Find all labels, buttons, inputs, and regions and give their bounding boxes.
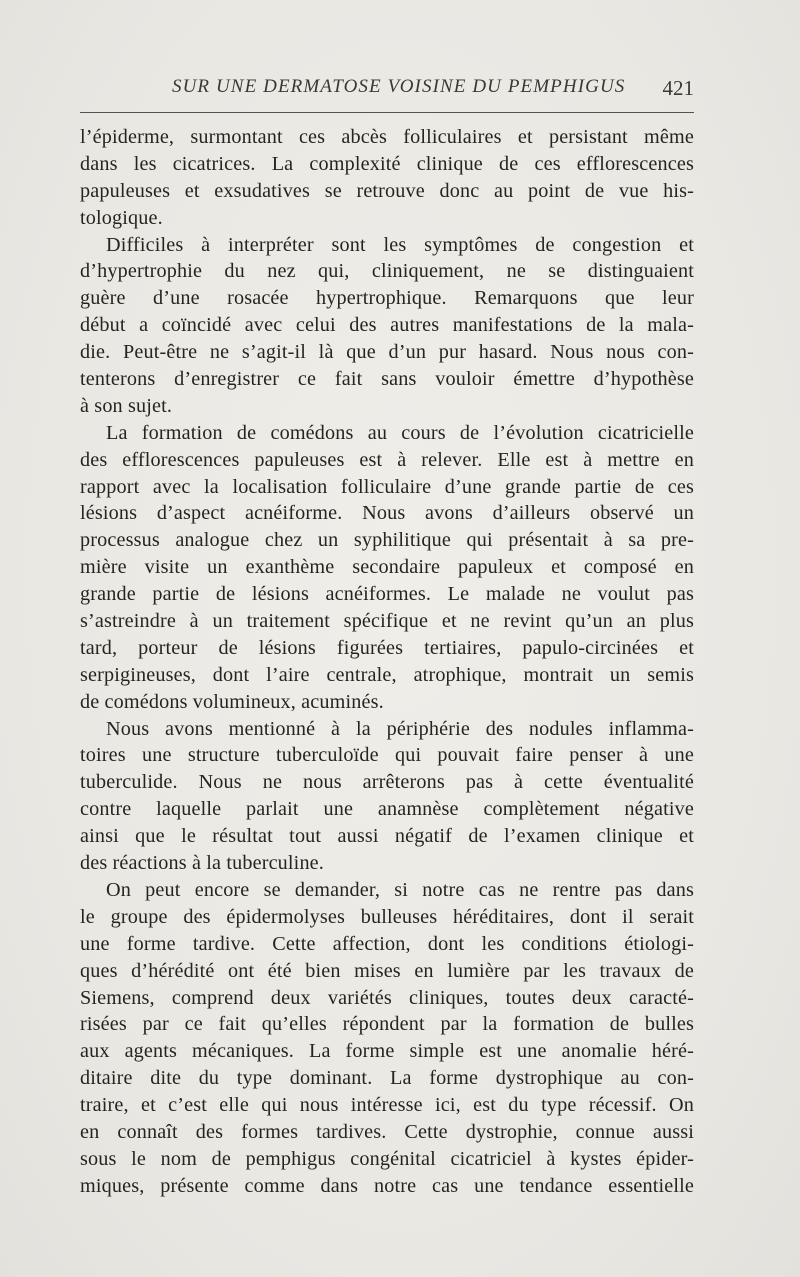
running-head [80,76,694,102]
text-line: le groupe des épidermolyses bulleuses héréditaires, dont il serait [80,905,694,928]
text-line: die. Peut-être ne s’agit-il là que d’un pur hasard. Nous nous con- [80,341,694,364]
text-line: Siemens, comprend deux variétés cliniques, toutes deux caracté- [80,986,694,1009]
header-rule [80,112,694,113]
text-line: mière visite un exanthème secondaire papuleux et composé en [80,556,694,579]
text-line: dans les cicatrices. La complexité clinique de ces efflorescences [80,152,694,175]
text-line: tenterons d’enregistrer ce fait sans vouloir émettre d’hypothèse [80,368,694,391]
text-line: de comédons volumineux, acuminés. [80,690,384,713]
text-line: en connaît des formes tardives. Cette dystrophie, connue aussi [80,1120,694,1143]
paragraph-first-line: Difficiles à interpréter sont les symptômes de congestion et [106,233,694,256]
text-line: des efflorescences papuleuses est à relever. Elle est à mettre en [80,448,694,471]
text-line: processus analogue chez un syphilitique qui présentait à sa pre- [80,529,694,552]
text-line: miques, présente comme dans notre cas une tendance essentielle [80,1174,694,1197]
text-line: ainsi que le résultat tout aussi négatif de l’examen clinique et [80,825,694,848]
text-line: guère d’une rosacée hypertrophique. Remarquons que leur [80,287,694,310]
text-line: tard, porteur de lésions figurées tertiaires, papulo-circinées et [80,636,694,659]
text-line: ques d’hérédité ont été bien mises en lumière par les travaux de [80,959,694,982]
text-line: début a coïncidé avec celui des autres manifestations de la mala- [80,314,694,337]
text-line: une forme tardive. Cette affection, dont les conditions étiologi- [80,932,694,955]
text-line: rapport avec la localisation folliculaire d’une grande partie de ces [80,475,694,498]
text-line: tuberculide. Nous ne nous arrêterons pas à cette éventualité [80,771,694,794]
text-line: traire, et c’est elle qui nous intéresse ici, est du type récessif. On [80,1094,694,1117]
text-line: lésions d’aspect acnéiforme. Nous avons d’ailleurs observé un [80,502,694,525]
text-line: toires une structure tuberculoïde qui pouvait faire penser à une [80,744,694,767]
text-line: tologique. [80,206,163,229]
text-line: d’hypertrophie du nez qui, cliniquement, ne se distinguaient [80,260,694,283]
body-text [80,124,694,1200]
text-line: grande partie de lésions acnéiformes. Le malade ne voulut pas [80,583,694,606]
paragraph-first-line: Nous avons mentionné à la périphérie des nodules inflamma- [106,717,694,740]
text-line: risées par ce fait qu’elles répondent par la formation de bulles [80,1013,694,1036]
text-line: aux agents mécaniques. La forme simple est une anomalie héré- [80,1040,694,1063]
text-line: sous le nom de pemphigus congénital cicatriciel à kystes épider- [80,1147,694,1170]
paragraph-first-line: La formation de comédons au cours de l’évolution cicatricielle [106,421,694,444]
text-line: l’épiderme, surmontant ces abcès folliculaires et persistant même [80,126,694,148]
text-line: contre laquelle parlait une anamnèse complètement négative [80,798,694,821]
paragraph-first-line: On peut encore se demander, si notre cas ne rentre pas dans [106,878,694,901]
text-line: s’astreindre à un traitement spécifique et ne revint qu’un an plus [80,610,694,633]
text-line: à son sujet. [80,394,173,417]
text-line: papuleuses et exsudatives se retrouve donc au point de vue his- [80,179,694,202]
text-line: ditaire dite du type dominant. La forme dystrophique au con- [80,1067,694,1090]
running-title: SUR UNE DERMATOSE VOISINE DU PEMPHIGUS [172,76,626,97]
text-line: serpigineuses, dont l’aire centrale, atrophique, montrait un semis [80,663,694,686]
text-line: des réactions à la tuberculine. [80,852,324,875]
page-number: 421 [662,76,694,100]
